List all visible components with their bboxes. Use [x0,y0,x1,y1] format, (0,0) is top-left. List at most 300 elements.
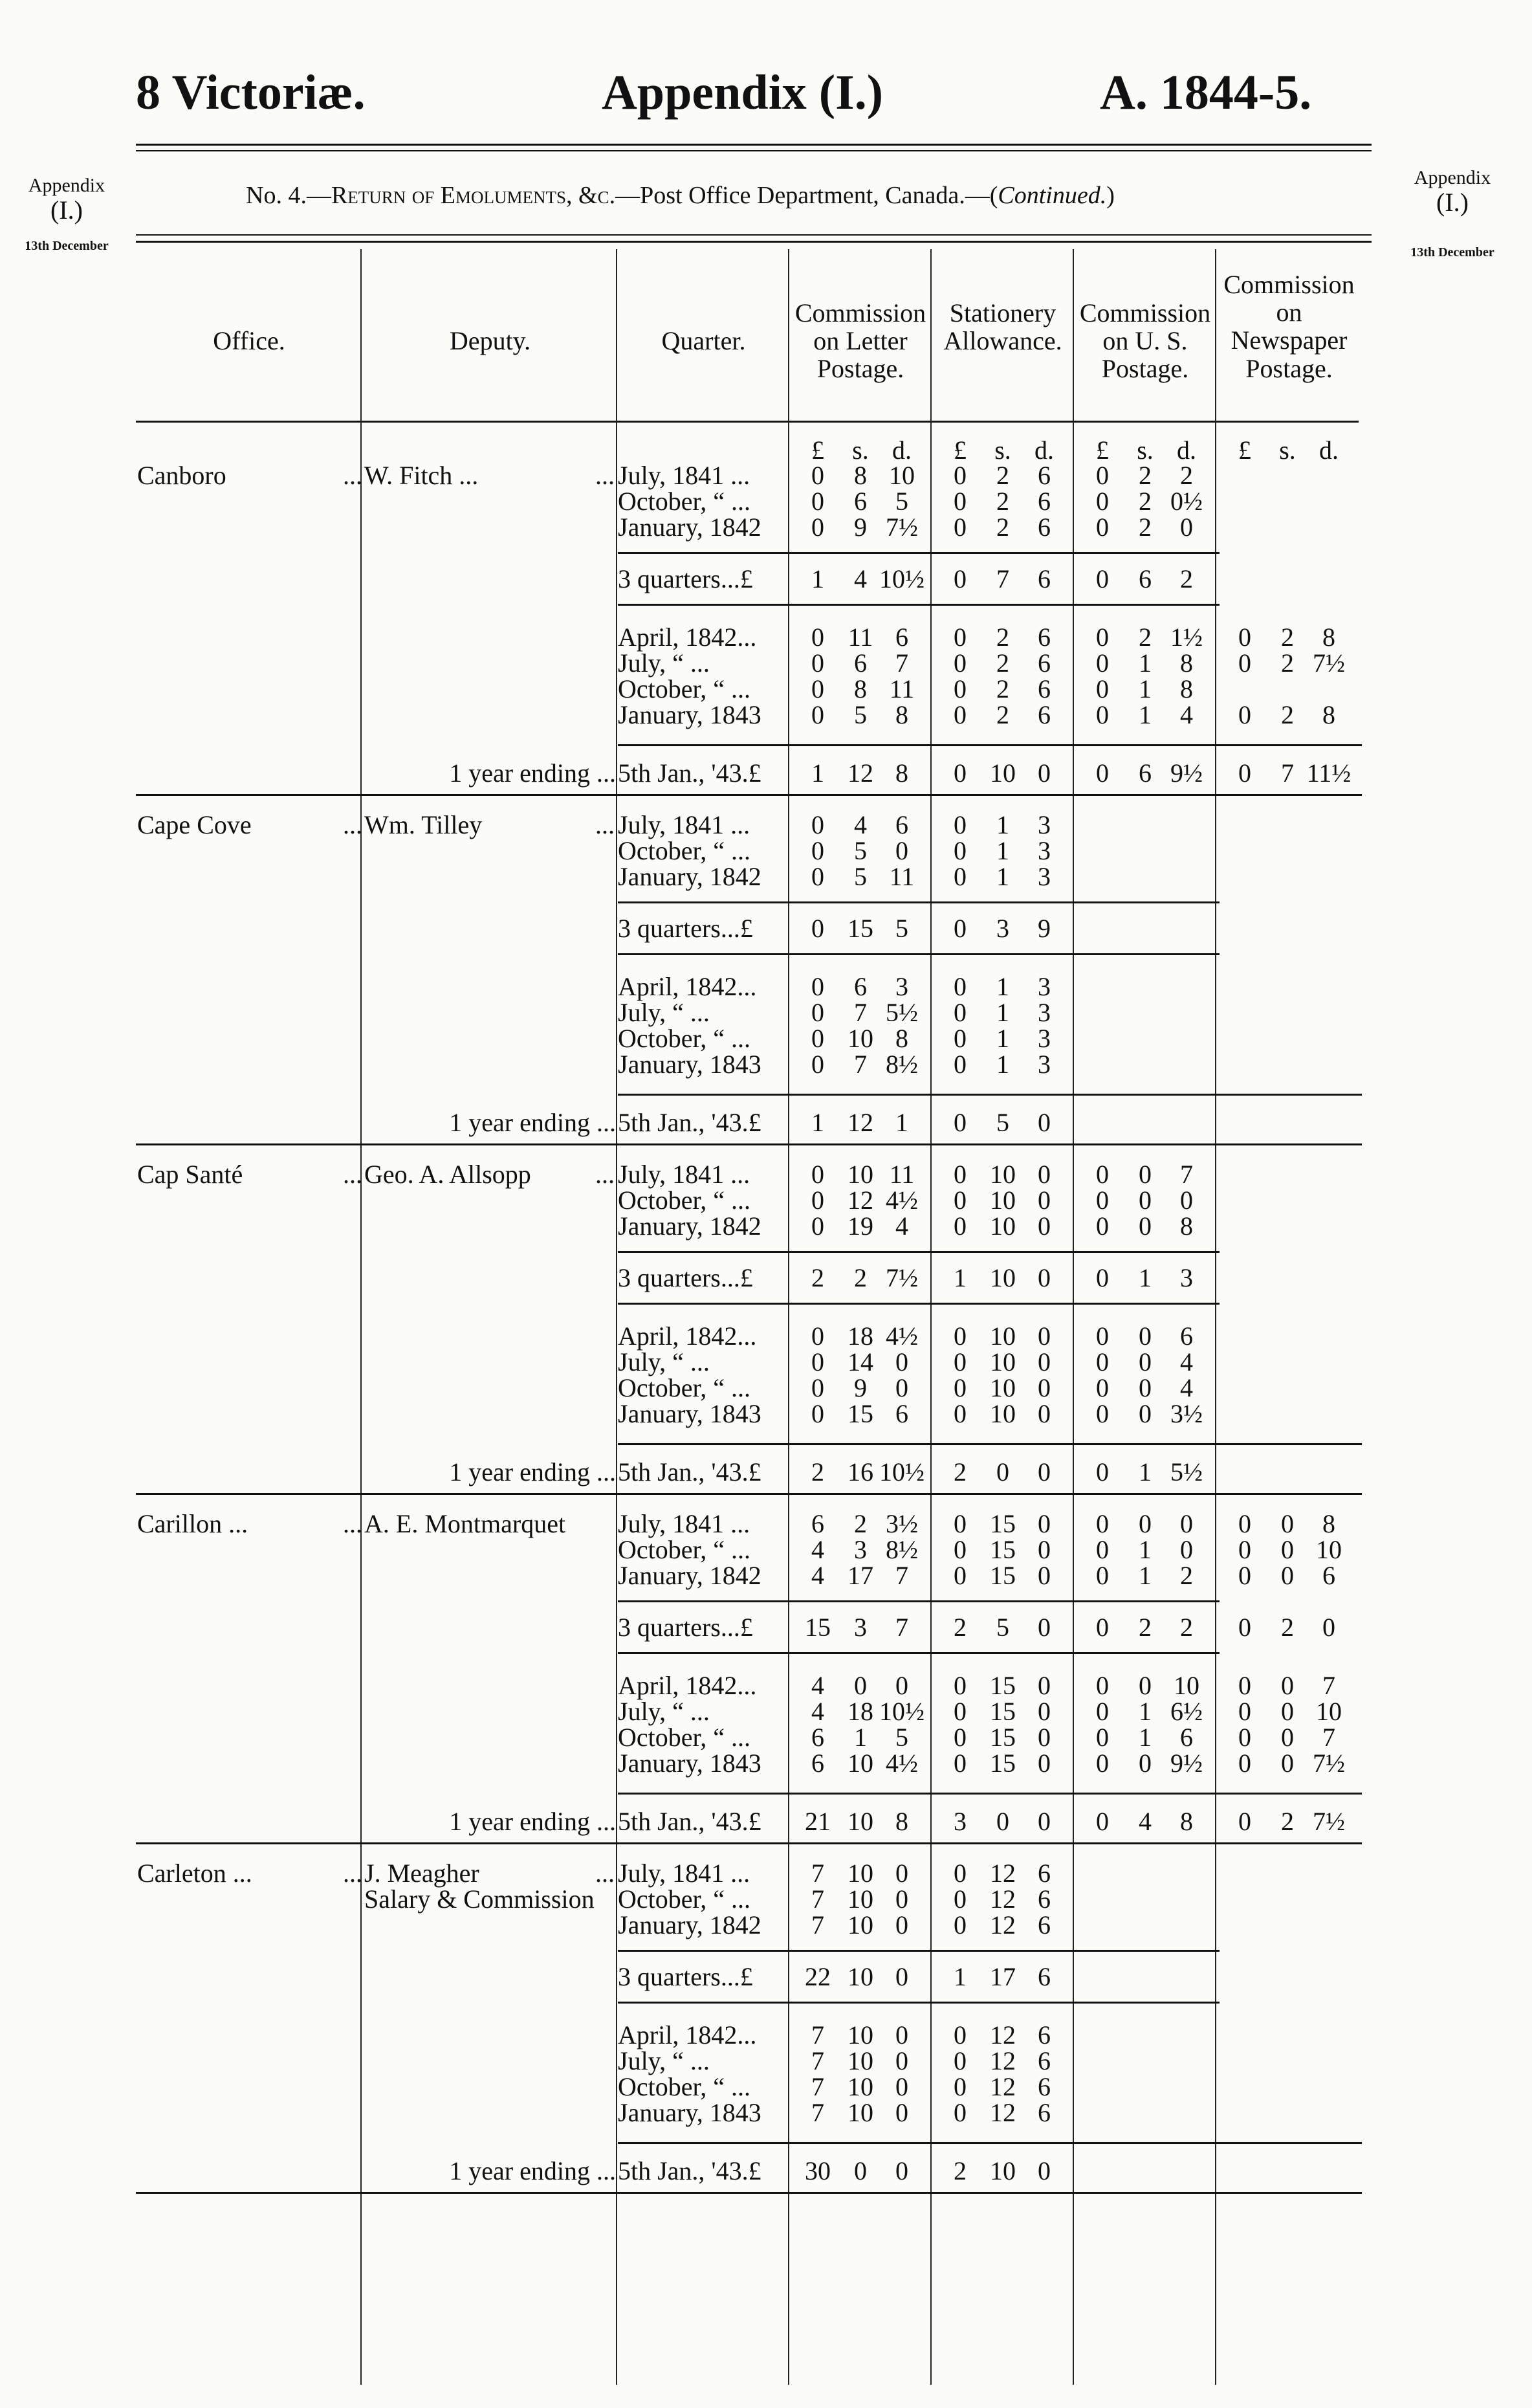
amount-cell: 10 [848,2072,873,2101]
amount-cell: 12 [990,2098,1016,2127]
amount-cell: 18 [848,1697,873,1726]
quarter-label: July, 1841 ... [618,1859,750,1888]
amount-cell: 0 [1096,1509,1109,1538]
amount-cell: 1 [996,998,1009,1027]
deputy-leader: ... [595,810,615,839]
amount-cell: 3 [1180,1263,1193,1292]
amount-cell: 1 [1139,1263,1152,1292]
amount-cell: 0 [1096,1347,1109,1376]
side-label-right [1378,167,1527,260]
amount-cell: 0 [1038,1723,1051,1752]
amount-cell: 3 [854,1535,867,1564]
lsd-heading: s. [994,436,1011,465]
amount-cell: 0 [1096,1399,1109,1428]
amount-cell: 0 [954,1884,967,1914]
amount-cell: 1 [1139,1535,1152,1564]
block-rule [136,794,1362,796]
amount-cell: 10 [848,1807,873,1836]
amount-cell: 10 [848,1024,873,1053]
quarter-label: 5th Jan., '43.£ [618,1108,761,1137]
amount-cell: 0 [811,700,824,729]
amount-cell: 8 [1180,1211,1193,1241]
amount-cell: 0 [954,998,967,1027]
amount-cell: 2 [1281,700,1294,729]
amount-cell: 7½ [886,513,918,542]
amount-cell: 8 [1180,648,1193,678]
amount-cell: 10 [1316,1535,1342,1564]
quarter-label: 5th Jan., '43.£ [618,758,761,788]
amount-cell: 6 [1322,1561,1335,1590]
amount-cell: 0 [811,1321,824,1351]
subtitle-end: ) [1106,182,1115,209]
lsd-heading: s. [852,436,869,465]
quarter-label: April, 1842... [618,2020,757,2049]
amount-cell: 7 [811,1859,824,1888]
col-us-l2: on U. S. [1102,326,1188,356]
amount-cell: 8 [1180,1807,1193,1836]
amount-cell: 0 [1038,1160,1051,1189]
amount-cell: 6 [1038,1910,1051,1939]
amount-cell: 8 [895,758,908,788]
amount-cell: 7 [1281,758,1294,788]
quarter-label: January, 1843 [618,1050,761,1079]
amount-cell: 10 [990,1321,1016,1351]
amount-cell: 0 [1096,1697,1109,1726]
amount-cell: 6 [811,1723,824,1752]
col-news [1216,271,1362,382]
lsd-heading: s. [1137,436,1154,465]
amount-cell: 0 [954,1211,967,1241]
amount-cell: 0 [954,862,967,891]
amount-cell: 15 [990,1535,1016,1564]
column-head-rule [136,421,1359,423]
subtitle-rule-2 [136,241,1372,243]
amount-cell: 4 [1180,1347,1193,1376]
amount-cell: 0 [1096,1211,1109,1241]
amount-cell: 18 [848,1321,873,1351]
amount-cell: 0 [1096,700,1109,729]
quarter-label: 5th Jan., '43.£ [618,1807,761,1836]
amount-cell: 0 [811,1211,824,1241]
amount-cell: 6 [1038,2072,1051,2101]
amount-cell: 7 [811,2020,824,2049]
amount-cell: 3 [1038,972,1051,1001]
vline-office [360,249,362,2385]
amount-cell: 0 [1281,1561,1294,1590]
year-ending-label: 1 year ending ... [449,1807,616,1836]
amount-cell: 3 [854,1613,867,1642]
quarter-label: October, “ ... [618,674,750,703]
amount-cell: 2 [996,674,1009,703]
amount-cell: 2 [854,1509,867,1538]
header-rule-2 [136,150,1372,151]
side-appendix-right: Appendix [1414,167,1491,188]
deputy-name: Geo. A. Allsopp [364,1160,531,1189]
amount-cell: 0 [954,1024,967,1053]
amount-cell: 4½ [886,1186,918,1215]
amount-cell: 7 [895,1613,908,1642]
amount-cell: 1 [1139,1561,1152,1590]
amount-cell: 1 [854,1723,867,1752]
col-us-l3: Postage. [1101,354,1189,384]
amount-cell: 6 [1038,2020,1051,2049]
subtotal-rule-top [618,552,1220,554]
amount-cell: 0 [895,1884,908,1914]
amount-cell: 6 [811,1749,824,1778]
amount-cell: 0 [954,972,967,1001]
amount-cell: 0 [954,1509,967,1538]
quarter-label: January, 1842 [618,1910,761,1939]
table-subtitle [246,181,1346,210]
subtitle-title: Return of Emoluments, &c. [331,182,616,209]
amount-cell: 11 [889,674,915,703]
amount-cell: 4½ [886,1749,918,1778]
amount-cell: 5½ [1170,1457,1203,1486]
amount-cell: 12 [990,1910,1016,1939]
quarter-label: July, “ ... [618,998,710,1027]
amount-cell: 14 [848,1347,873,1376]
amount-cell: 2 [1281,623,1294,652]
amount-cell: 0 [1096,1671,1109,1700]
vline-us [1215,249,1216,2385]
amount-cell: 0 [811,1347,824,1376]
amount-cell: 0 [996,1457,1009,1486]
amount-cell: 0 [811,1399,824,1428]
amount-cell: 6 [1038,1859,1051,1888]
amount-cell: 2 [1139,461,1152,490]
amount-cell: 4 [1180,1373,1193,1402]
amount-cell: 0 [1139,1509,1152,1538]
amount-cell: 0 [811,648,824,678]
amount-cell: 6 [1038,2046,1051,2075]
col-letter [789,299,932,383]
amount-cell: 7 [854,998,867,1027]
amount-cell: 5 [895,1723,908,1752]
amount-cell: 7½ [1313,648,1345,678]
total-rule-top [618,1094,1362,1096]
amount-cell: 0 [1238,623,1251,652]
total-rule-top [618,2142,1362,2144]
amount-cell: 15 [990,1697,1016,1726]
amount-cell: 0 [811,914,824,943]
amount-cell: 0 [1180,1186,1193,1215]
vline-deputy [616,249,617,2385]
vline-quarter [788,249,789,2385]
amount-cell: 0 [1038,1535,1051,1564]
header-rule [136,144,1372,146]
amount-cell: 1 [811,1108,824,1137]
amount-cell: 1 [1139,1723,1152,1752]
amount-cell: 0 [811,1160,824,1189]
amount-cell: 15 [990,1509,1016,1538]
amount-cell: 12 [848,1186,873,1215]
office-name: Canboro [137,461,226,490]
amount-cell: 0 [1238,648,1251,678]
amount-cell: 0 [1139,1186,1152,1215]
amount-cell: 2 [996,700,1009,729]
amount-cell: 0 [1180,513,1193,542]
col-us [1074,299,1216,383]
amount-cell: 2 [954,1457,967,1486]
amount-cell: 4 [811,1671,824,1700]
quarter-label: April, 1842... [618,972,757,1001]
amount-cell: 22 [805,1962,831,1991]
office-name: Cape Cove [137,810,252,839]
subtitle-continued: Continued. [998,182,1107,209]
quarter-label: January, 1843 [618,1749,761,1778]
col-stationery [932,299,1074,355]
amount-cell: 0 [895,1962,908,1991]
amount-cell: 0 [1096,1807,1109,1836]
quarter-label: January, 1842 [618,513,761,542]
amount-cell: 7½ [1313,1807,1345,1836]
amount-cell: 1 [1139,648,1152,678]
amount-cell: 2 [1180,564,1193,593]
amount-cell: 0 [1096,1321,1109,1351]
quarter-label: October, “ ... [618,836,750,865]
amount-cell: 0 [954,2098,967,2127]
amount-cell: 0 [895,2020,908,2049]
amount-cell: 0 [1096,1186,1109,1215]
subtotal-rule-bottom [618,2002,1220,2004]
amount-cell: 0 [954,1671,967,1700]
amount-cell: 9½ [1170,1749,1203,1778]
amount-cell: 7 [811,2072,824,2101]
amount-cell: 0 [1096,1457,1109,1486]
amount-cell: 6 [1038,513,1051,542]
amount-cell: 8½ [886,1535,918,1564]
amount-cell: 15 [990,1723,1016,1752]
col-news-l1: Commission [1223,270,1355,299]
amount-cell: 0 [811,998,824,1027]
office-leader: ... [343,461,362,490]
vline-letter [930,249,932,2385]
amount-cell: 0 [1038,1807,1051,1836]
amount-cell: 4 [854,810,867,839]
amount-cell: 1 [954,1263,967,1292]
amount-cell: 0 [1281,1509,1294,1538]
quarter-label: April, 1842... [618,1671,757,1700]
office-leader: ... [343,1509,362,1538]
amount-cell: 0 [1038,1186,1051,1215]
lsd-heading: d. [1034,436,1054,465]
amount-cell: 0 [1139,1749,1152,1778]
col-letter-l2: on Letter [813,326,908,356]
amount-cell: 0 [1038,1749,1051,1778]
quarter-label: 3 quarters...£ [618,1613,753,1642]
amount-cell: 2 [1139,1613,1152,1642]
amount-cell: 2 [996,623,1009,652]
office-leader: ... [343,810,362,839]
side-num-right: (I.) [1436,188,1469,217]
amount-cell: 5 [854,862,867,891]
quarter-label: July, 1841 ... [618,461,750,490]
amount-cell: 2 [811,1263,824,1292]
amount-cell: 19 [848,1211,873,1241]
amount-cell: 0 [1238,1561,1251,1590]
amount-cell: 9½ [1170,758,1203,788]
total-rule-top [618,1443,1362,1445]
amount-cell: 6 [1180,1321,1193,1351]
amount-cell: 12 [990,2020,1016,2049]
lsd-heading: £ [811,436,824,465]
amount-cell: 7 [1322,1723,1335,1752]
deputy-name: Wm. Tilley [364,810,483,839]
amount-cell: 9 [854,1373,867,1402]
lsd-heading: d. [892,436,912,465]
amount-cell: 7 [895,1561,908,1590]
quarter-label: January, 1843 [618,1399,761,1428]
header-center: Appendix (I.) [602,65,883,120]
amount-cell: 0 [954,1910,967,1939]
amount-cell: 0 [1139,1160,1152,1189]
amount-cell: 10½ [879,1697,925,1726]
amount-cell: 0 [1139,1671,1152,1700]
amount-cell: 0 [1096,487,1109,516]
amount-cell: 0 [811,836,824,865]
amount-cell: 12 [990,2072,1016,2101]
amount-cell: 5 [895,487,908,516]
amount-cell: 0 [895,2072,908,2101]
amount-cell: 5½ [886,998,918,1027]
amount-cell: 1½ [1170,623,1203,652]
quarter-label: October, “ ... [618,1535,750,1564]
amount-cell: 0 [1038,1263,1051,1292]
amount-cell: 0 [954,2020,967,2049]
amount-cell: 6 [854,487,867,516]
quarter-label: 3 quarters...£ [618,914,753,943]
amount-cell: 0 [895,1671,908,1700]
amount-cell: 0 [954,1749,967,1778]
amount-cell: 6½ [1170,1697,1203,1726]
amount-cell: 6 [811,1509,824,1538]
amount-cell: 0 [1139,1211,1152,1241]
amount-cell: 7½ [1313,1749,1345,1778]
deputy-name: J. Meagher [364,1859,479,1888]
amount-cell: 1 [811,758,824,788]
col-stationery-l2: Allowance. [943,326,1062,356]
amount-cell: 0 [895,1347,908,1376]
amount-cell: 0 [1038,2156,1051,2185]
amount-cell: 10 [990,1160,1016,1189]
amount-cell: 1 [895,1108,908,1137]
col-us-l1: Commission [1079,298,1211,327]
amount-cell: 10 [990,1263,1016,1292]
quarter-label: July, 1841 ... [618,810,750,839]
amount-cell: 10 [990,2156,1016,2185]
amount-cell: 0 [1038,1561,1051,1590]
quarter-label: July, 1841 ... [618,1160,750,1189]
quarter-label: January, 1843 [618,700,761,729]
amount-cell: 8½ [886,1050,918,1079]
col-news-l3: Newspaper [1231,326,1348,355]
amount-cell: 12 [848,758,873,788]
header-right: A. 1844-5. [1100,65,1312,120]
amount-cell: 2 [996,513,1009,542]
amount-cell: 0 [1139,1373,1152,1402]
amount-cell: 0 [954,2072,967,2101]
amount-cell: 7 [895,648,908,678]
year-ending-label: 1 year ending ... [449,758,616,788]
amount-cell: 6 [1038,487,1051,516]
quarter-label: July, “ ... [618,2046,710,2075]
amount-cell: 0 [895,1373,908,1402]
header-left: 8 Victoriæ. [136,65,366,120]
block-rule [136,1143,1362,1145]
quarter-label: 3 quarters...£ [618,1962,753,1991]
subtotal-rule-top [618,901,1220,903]
amount-cell: 0 [1139,1399,1152,1428]
amount-cell: 12 [848,1108,873,1137]
amount-cell: 7 [996,564,1009,593]
amount-cell: 0 [895,1910,908,1939]
amount-cell: 10 [848,1962,873,1991]
amount-cell: 6 [1038,1884,1051,1914]
office-leader: ... [343,1160,362,1189]
amount-cell: 8 [1322,700,1335,729]
amount-cell: 0 [1096,1373,1109,1402]
amount-cell: 0 [811,1373,824,1402]
amount-cell: 0 [954,810,967,839]
amount-cell: 0 [1238,1671,1251,1700]
amount-cell: 0 [1096,648,1109,678]
amount-cell: 6 [1038,461,1051,490]
amount-cell: 2 [1139,623,1152,652]
subtitle-rule [136,234,1372,236]
amount-cell: 0 [954,1050,967,1079]
amount-cell: 6 [895,810,908,839]
amount-cell: 0 [1139,1321,1152,1351]
amount-cell: 2 [996,461,1009,490]
subtotal-rule-top [618,1600,1220,1602]
amount-cell: 7 [811,2046,824,2075]
vline-stationery [1073,249,1074,2385]
amount-cell: 10 [1316,1697,1342,1726]
amount-cell: 0 [1096,564,1109,593]
quarter-label: 5th Jan., '43.£ [618,1457,761,1486]
quarter-label: July, “ ... [618,1347,710,1376]
quarter-label: October, “ ... [618,1186,750,1215]
amount-cell: 7 [1322,1671,1335,1700]
amount-cell: 0 [1096,1160,1109,1189]
subtotal-rule-bottom [618,953,1220,955]
amount-cell: 3 [1038,836,1051,865]
amount-cell: 10 [990,1373,1016,1402]
amount-cell: 0 [1038,1399,1051,1428]
amount-cell: 6 [1180,1723,1193,1752]
amount-cell: 2 [1281,1807,1294,1836]
col-letter-l1: Commission [794,298,926,327]
amount-cell: 7 [811,1910,824,1939]
side-label-left [5,175,128,253]
amount-cell: 0 [895,2098,908,2127]
amount-cell: 8 [1180,674,1193,703]
amount-cell: 4 [811,1535,824,1564]
subtotal-rule-top [618,1251,1220,1253]
amount-cell: 0 [1096,674,1109,703]
amount-cell: 10 [848,1749,873,1778]
quarter-label: April, 1842... [618,623,757,652]
amount-cell: 2 [1281,1613,1294,1642]
amount-cell: 0 [954,648,967,678]
amount-cell: 10 [848,1884,873,1914]
amount-cell: 0 [1096,1535,1109,1564]
amount-cell: 0 [1281,1671,1294,1700]
amount-cell: 0 [1038,1671,1051,1700]
amount-cell: 7 [811,1884,824,1914]
amount-cell: 6 [895,623,908,652]
amount-cell: 1 [996,810,1009,839]
